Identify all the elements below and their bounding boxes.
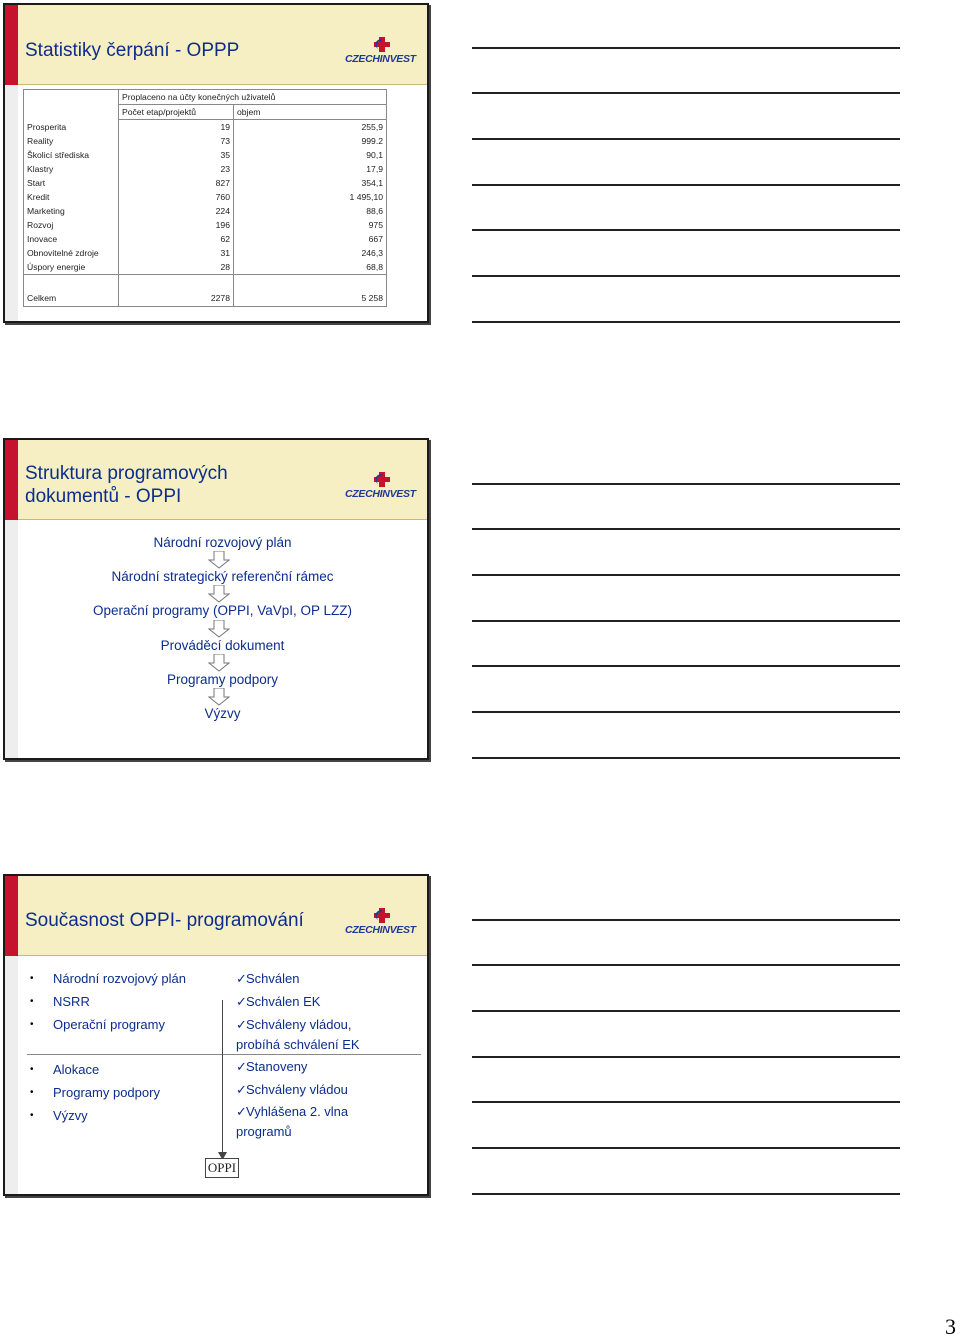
table-row bbox=[24, 120, 387, 135]
left-item-5: Programy podpory bbox=[53, 1085, 160, 1100]
row-count: 62 bbox=[119, 232, 234, 246]
row-name: Inovace bbox=[24, 232, 119, 246]
right-item-4: Stanoveny bbox=[246, 1059, 308, 1074]
right-item-6: Vyhlášena 2. vlna bbox=[246, 1104, 349, 1119]
slide-side-panel bbox=[5, 956, 18, 1194]
slide-title-line-2: dokumentů - OPPI bbox=[25, 486, 182, 507]
left-item-3: Operační programy bbox=[53, 1017, 165, 1032]
note-line bbox=[472, 1101, 900, 1103]
table-row bbox=[24, 204, 387, 218]
row-name: Rozvoj bbox=[24, 218, 119, 232]
logo-text: CZECHINVEST bbox=[345, 488, 416, 500]
note-line bbox=[472, 321, 900, 323]
logo-text: CZECHINVEST bbox=[345, 924, 416, 936]
page-number: 3 bbox=[945, 1314, 956, 1339]
flow-step-1: Národní rozvojový plán bbox=[153, 535, 292, 550]
row-count: 196 bbox=[119, 218, 234, 232]
note-line bbox=[472, 138, 900, 140]
left-item-1: Národní rozvojový plán bbox=[53, 971, 186, 986]
header-divider bbox=[18, 955, 427, 956]
right-item-6b: programů bbox=[236, 1124, 292, 1139]
bullet-icon: • bbox=[30, 996, 34, 1007]
row-count: 73 bbox=[119, 134, 234, 148]
slide-side-panel bbox=[5, 85, 18, 321]
total-count: 2278 bbox=[119, 275, 234, 307]
note-line bbox=[472, 275, 900, 277]
row-count: 224 bbox=[119, 204, 234, 218]
table-row bbox=[24, 190, 387, 204]
table-row bbox=[24, 134, 387, 148]
table-row bbox=[24, 162, 387, 176]
right-item-1: Schválen bbox=[246, 971, 300, 986]
row-volume: 17,9 bbox=[234, 162, 387, 176]
row-count: 35 bbox=[119, 148, 234, 162]
row-name: Kredit bbox=[24, 190, 119, 204]
row-volume: 90,1 bbox=[234, 148, 387, 162]
note-line bbox=[472, 1010, 900, 1012]
row-name: Prosperita bbox=[24, 120, 119, 135]
row-name: Marketing bbox=[24, 204, 119, 218]
check-icon: ✓ bbox=[236, 1082, 247, 1097]
bullet-icon: • bbox=[30, 1087, 34, 1098]
row-volume: 1 495,10 bbox=[234, 190, 387, 204]
table-row bbox=[24, 218, 387, 232]
slide-side-panel bbox=[5, 520, 18, 758]
col-header-volume: objem bbox=[234, 105, 387, 120]
slide-current-programming bbox=[3, 874, 429, 1196]
row-volume: 667 bbox=[234, 232, 387, 246]
row-name: Úspory energie bbox=[24, 260, 119, 275]
czechinvest-logo bbox=[345, 906, 415, 938]
row-volume: 354,1 bbox=[234, 176, 387, 190]
row-count: 28 bbox=[119, 260, 234, 275]
down-arrow-icon bbox=[208, 620, 230, 638]
row-count: 827 bbox=[119, 176, 234, 190]
flow-step-4: Prováděcí dokument bbox=[160, 638, 285, 653]
right-item-3: Schváleny vládou, bbox=[246, 1017, 352, 1032]
total-volume: 5 258 bbox=[234, 275, 387, 307]
row-volume: 975 bbox=[234, 218, 387, 232]
down-arrow-icon bbox=[208, 688, 230, 706]
left-item-4: Alokace bbox=[53, 1062, 100, 1077]
check-icon: ✓ bbox=[236, 1059, 247, 1074]
slide-statistics bbox=[3, 3, 429, 323]
row-count: 31 bbox=[119, 246, 234, 260]
logo-text: CZECHINVEST bbox=[345, 53, 416, 65]
bullet-icon: • bbox=[30, 1064, 34, 1075]
slide-document-structure bbox=[3, 438, 429, 760]
bullet-icon: • bbox=[30, 973, 34, 984]
table-row bbox=[24, 260, 387, 275]
right-item-5: Schváleny vládou bbox=[246, 1082, 348, 1097]
row-name: Klastry bbox=[24, 162, 119, 176]
down-arrow-icon bbox=[208, 654, 230, 672]
bullet-icon: • bbox=[30, 1019, 34, 1030]
check-icon: ✓ bbox=[236, 1104, 247, 1119]
row-name: Reality bbox=[24, 134, 119, 148]
connector-line bbox=[222, 1000, 223, 1156]
flow-step-6: Výzvy bbox=[204, 706, 241, 721]
slide-title: Současnost OPPI- programování bbox=[25, 910, 304, 931]
row-count: 19 bbox=[119, 120, 234, 135]
down-arrow-icon bbox=[208, 585, 230, 603]
flow-step-5: Programy podpory bbox=[166, 672, 279, 687]
slide-title-line-1: Struktura programových bbox=[25, 463, 228, 484]
bullet-icon: • bbox=[30, 1110, 34, 1121]
note-line bbox=[472, 47, 900, 49]
flow-step-3: Operační programy (OPPI, VaVpI, OP LZZ) bbox=[92, 603, 353, 618]
row-count: 760 bbox=[119, 190, 234, 204]
table-header-top: Proplaceno na účty konečných uživatelů bbox=[119, 90, 387, 105]
total-label: Celkem bbox=[24, 275, 119, 307]
table-row bbox=[24, 176, 387, 190]
right-item-2: Schválen EK bbox=[246, 994, 321, 1009]
header-divider bbox=[18, 84, 427, 85]
note-line bbox=[472, 620, 900, 622]
table-corner-cell-2 bbox=[24, 105, 119, 120]
row-volume: 255,9 bbox=[234, 120, 387, 135]
note-line bbox=[472, 574, 900, 576]
row-name: Start bbox=[24, 176, 119, 190]
table-row bbox=[24, 232, 387, 246]
note-line bbox=[472, 919, 900, 921]
statistics-table bbox=[23, 89, 387, 307]
czechinvest-logo bbox=[345, 470, 415, 502]
check-icon: ✓ bbox=[236, 1017, 247, 1032]
czechinvest-logo bbox=[345, 35, 415, 67]
left-item-2: NSRR bbox=[53, 994, 90, 1009]
table-row bbox=[24, 148, 387, 162]
note-line bbox=[472, 483, 900, 485]
note-line bbox=[472, 757, 900, 759]
note-line bbox=[472, 184, 900, 186]
down-arrow-icon bbox=[208, 551, 230, 569]
flow-step-2: Národní strategický referenční rámec bbox=[111, 569, 334, 584]
note-line bbox=[472, 528, 900, 530]
check-icon: ✓ bbox=[236, 994, 247, 1009]
right-item-3b: probíhá schválení EK bbox=[236, 1037, 360, 1052]
col-header-count: Počet etap/projektů bbox=[119, 105, 234, 120]
check-icon: ✓ bbox=[236, 971, 247, 986]
table-corner-cell bbox=[24, 90, 119, 105]
note-line bbox=[472, 1193, 900, 1195]
header-divider bbox=[18, 519, 427, 520]
row-volume: 88,6 bbox=[234, 204, 387, 218]
row-volume: 68,8 bbox=[234, 260, 387, 275]
note-line bbox=[472, 711, 900, 713]
note-line bbox=[472, 964, 900, 966]
oppi-box: OPPI bbox=[205, 1158, 239, 1178]
row-name: Obnovitelné zdroje bbox=[24, 246, 119, 260]
row-volume: 999.2 bbox=[234, 134, 387, 148]
note-line bbox=[472, 92, 900, 94]
row-divider bbox=[27, 1054, 421, 1055]
note-line bbox=[472, 1056, 900, 1058]
note-line bbox=[472, 665, 900, 667]
note-line bbox=[472, 1147, 900, 1149]
left-item-6: Výzvy bbox=[53, 1108, 88, 1123]
slide-title: Statistiky čerpání - OPPP bbox=[25, 40, 240, 61]
row-count: 23 bbox=[119, 162, 234, 176]
table-row bbox=[24, 246, 387, 260]
row-name: Školicí střediska bbox=[24, 148, 119, 162]
note-line bbox=[472, 229, 900, 231]
row-volume: 246,3 bbox=[234, 246, 387, 260]
